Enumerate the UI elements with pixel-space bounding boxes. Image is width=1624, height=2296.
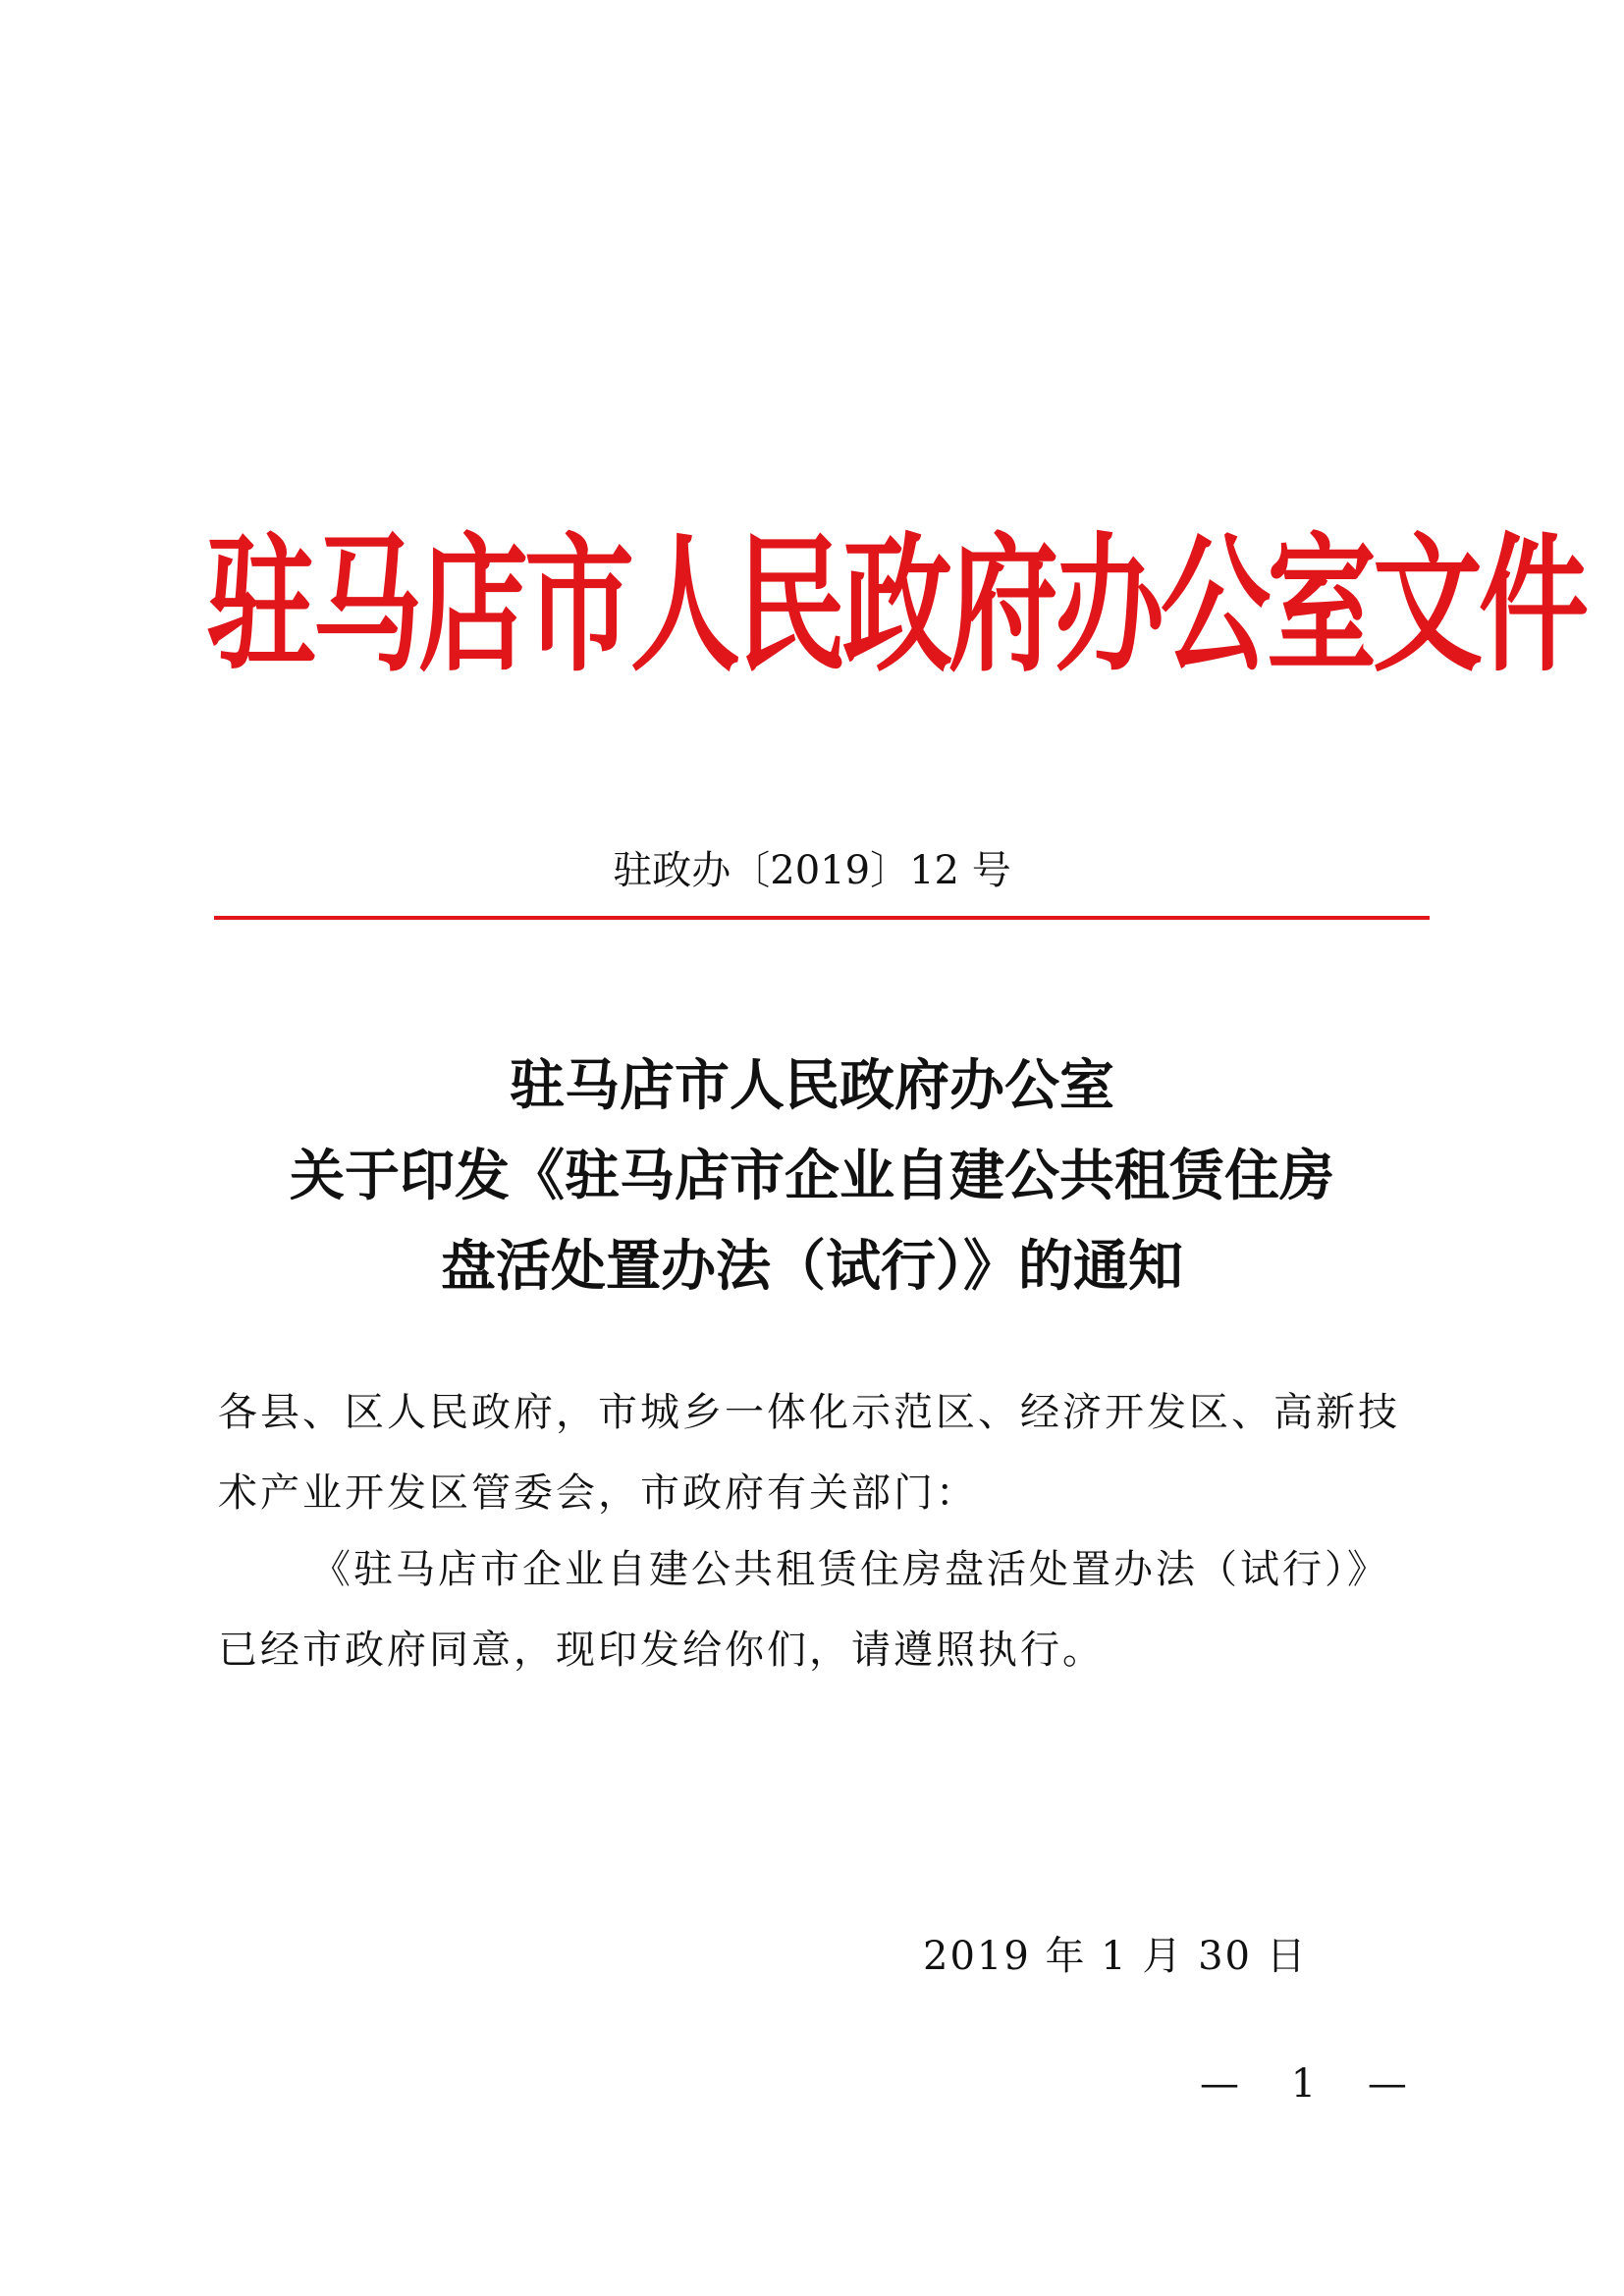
red-divider-line (214, 916, 1430, 920)
notice-title-line-1: 驻马店市人民政府办公室 (510, 1053, 1114, 1118)
addressee-line-1: 各县、区人民政府，市城乡一体化示范区、经济开发区、高新技 (218, 1390, 1400, 1435)
page-number: — 1 — (1200, 2061, 1427, 2107)
paragraph-line-1: 《驻马店市企业自建公共租赁住房盘活处置办法（试行）》 (311, 1547, 1389, 1592)
notice-title-line-2: 关于印发《驻马店市企业自建公共租赁住房 (290, 1144, 1334, 1208)
issuer-header-title: 驻马店市人民政府办公室文件 (206, 518, 1585, 693)
document-number: 驻政办〔2019〕12 号 (613, 848, 1011, 893)
body-paragraph (218, 1529, 1431, 1690)
notice-title-line-3: 盘活处置办法（试行）》的通知 (441, 1234, 1183, 1299)
issue-date: 2019 年 1 月 30 日 (923, 1934, 1308, 1979)
notice-title (0, 1041, 1624, 1311)
paragraph-line-2: 已经市政府同意，现印发给你们，请遵照执行。 (218, 1628, 1105, 1673)
addressee-line-2: 术产业开发区管委会，市政府有关部门： (218, 1470, 978, 1516)
addressee-block (218, 1372, 1431, 1533)
